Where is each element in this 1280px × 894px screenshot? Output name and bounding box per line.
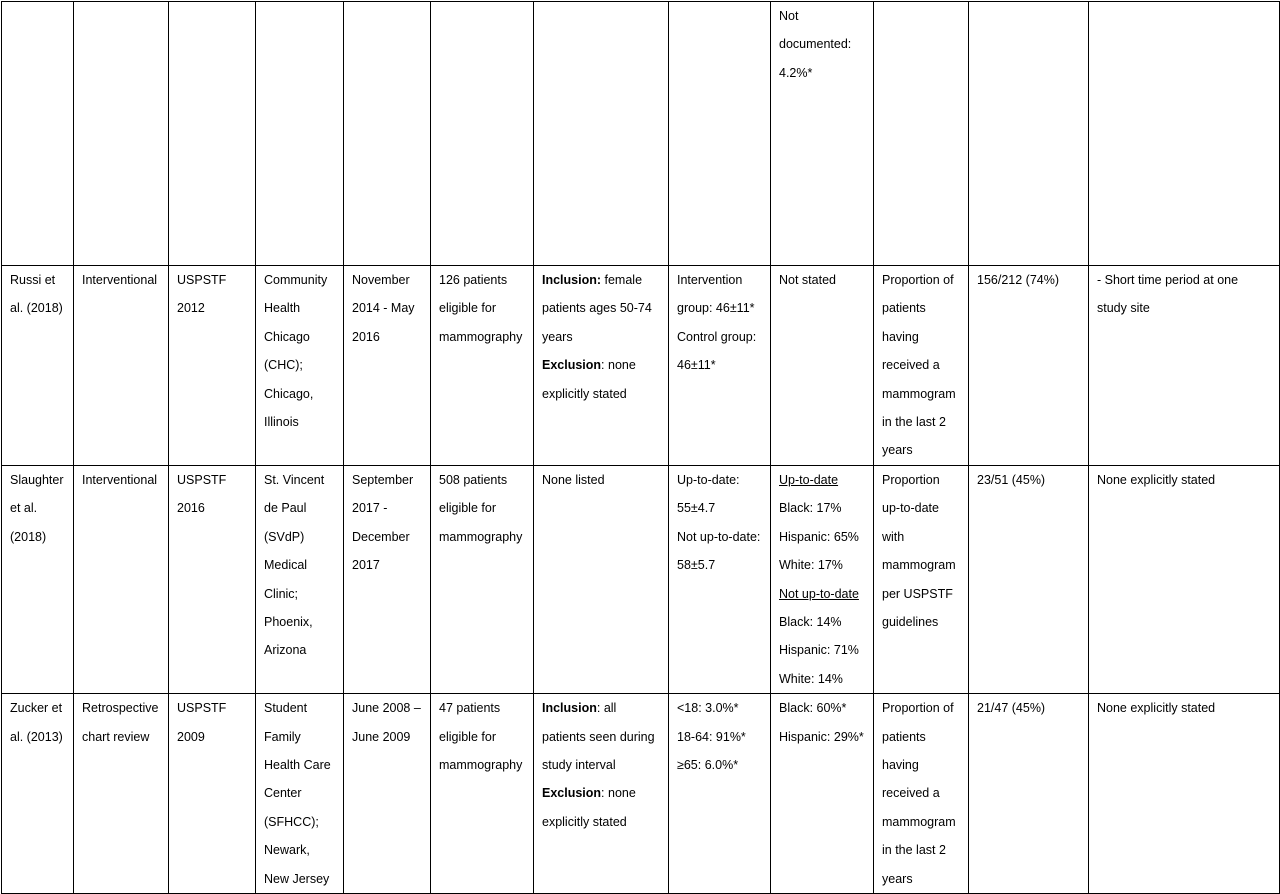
cell-line <box>779 551 865 579</box>
cell-line <box>977 466 1080 494</box>
cell-line <box>882 723 960 751</box>
cell-line <box>882 779 960 807</box>
cell-line <box>542 351 660 379</box>
result-cell <box>969 2 1089 266</box>
cell-line <box>82 466 160 494</box>
cell-line <box>177 466 247 494</box>
cell-text: 2014 - May <box>352 301 415 316</box>
cell-text: Not stated <box>779 273 836 287</box>
cell-text: St. Vincent <box>264 473 325 487</box>
cell-line <box>439 694 525 722</box>
table-row <box>2 694 1280 894</box>
guideline-cell <box>169 694 256 894</box>
cell-line <box>542 723 660 751</box>
cell-text: received a <box>882 786 940 801</box>
cell-line <box>882 351 960 379</box>
cell-text: Health Care <box>264 758 331 773</box>
cell-line <box>10 466 65 494</box>
cell-text: 2009 <box>177 729 205 744</box>
cell-text: documented: <box>779 37 852 52</box>
cell-line <box>779 608 865 636</box>
cell-line <box>10 294 65 322</box>
cell-text: years <box>882 443 913 458</box>
cell-text: chart review <box>82 729 150 744</box>
race-cell <box>771 266 874 466</box>
table-body <box>2 2 1280 894</box>
cell-line <box>882 808 960 836</box>
guideline-cell <box>169 2 256 266</box>
cell-line <box>677 694 762 722</box>
cell-text: Health <box>264 301 301 316</box>
result-cell <box>969 466 1089 694</box>
cell-line <box>177 723 247 751</box>
period-cell <box>344 694 431 894</box>
cell-text: Black: 60%* <box>779 701 847 716</box>
cell-text: None explicitly stated <box>1097 701 1216 716</box>
cell-text: 47 patients <box>439 701 501 716</box>
cell-text: 156/212 (74%) <box>977 273 1060 287</box>
cell-text: al. (2013) <box>10 729 63 744</box>
setting-cell <box>256 2 344 266</box>
criteria-cell <box>534 266 669 466</box>
cell-text: study interval <box>542 758 616 773</box>
table-row <box>2 2 1280 266</box>
cell-text: Clinic; <box>264 586 299 601</box>
cell-line <box>677 523 762 551</box>
cell-line <box>264 608 335 636</box>
underlined-label: Up-to-date <box>779 473 839 487</box>
cell-text: September <box>352 473 414 487</box>
cell-line <box>779 580 865 608</box>
cell-text: 4.2%* <box>779 65 813 80</box>
design-cell <box>74 466 169 694</box>
bold-label: Exclusion <box>542 358 602 373</box>
cell-text: Phoenix, <box>264 615 313 630</box>
cell-line <box>542 779 660 807</box>
cell-line <box>677 551 762 579</box>
cell-text: eligible for <box>439 729 496 744</box>
design-cell <box>74 266 169 466</box>
cell-text: Chicago <box>264 329 310 344</box>
cell-line <box>10 523 65 551</box>
age-cell <box>669 694 771 894</box>
cell-line <box>882 266 960 294</box>
cell-text: Hispanic: 29%* <box>779 729 864 744</box>
cell-line <box>264 466 335 494</box>
cell-text: : none <box>601 786 636 801</box>
outcome-cell <box>874 2 969 266</box>
cell-line <box>882 494 960 522</box>
cell-line <box>542 808 660 836</box>
cell-line <box>542 694 660 722</box>
period-cell <box>344 266 431 466</box>
cell-line <box>882 751 960 779</box>
cell-line <box>177 266 247 294</box>
cell-text: 126 patients <box>439 273 508 287</box>
cell-text: <18: 3.0%* <box>677 701 739 716</box>
cell-line <box>439 266 525 294</box>
age-cell <box>669 466 771 694</box>
cell-text: having <box>882 329 919 344</box>
cell-line <box>882 836 960 864</box>
cell-text: received a <box>882 358 940 373</box>
cell-line <box>882 408 960 436</box>
cell-text: USPSTF <box>177 473 227 487</box>
sample-cell <box>431 466 534 694</box>
race-cell <box>771 2 874 266</box>
cell-text: explicitly stated <box>542 386 627 401</box>
cell-line <box>542 266 660 294</box>
cell-line <box>352 266 422 294</box>
cell-line <box>352 694 422 722</box>
cell-text: Hispanic: 65% <box>779 529 859 544</box>
bold-label: Inclusion <box>542 701 597 716</box>
cell-text: Interventional <box>82 273 158 287</box>
cell-line <box>677 294 762 322</box>
cell-line <box>779 59 865 87</box>
cell-text: per USPSTF <box>882 586 953 601</box>
setting-cell <box>256 266 344 466</box>
cell-text: (SFHCC); <box>264 814 319 829</box>
cell-line <box>882 294 960 322</box>
cell-line <box>264 694 335 722</box>
bold-label: Inclusion: <box>542 273 602 287</box>
cell-text: ≥65: 6.0%* <box>677 758 739 773</box>
cell-text: mammography <box>439 758 523 773</box>
cell-line <box>977 266 1080 294</box>
cell-line <box>779 665 865 693</box>
cell-line <box>1097 466 1271 494</box>
cell-text: Chicago, <box>264 386 314 401</box>
limitations-cell <box>1089 266 1280 466</box>
cell-text: 46±11* <box>677 358 716 373</box>
cell-line <box>779 636 865 664</box>
cell-line <box>82 266 160 294</box>
cell-line <box>352 723 422 751</box>
cell-line <box>542 466 660 494</box>
cell-text: eligible for <box>439 501 496 516</box>
cell-text: mammography <box>439 529 523 544</box>
cell-text: having <box>882 758 919 773</box>
cell-text: years <box>542 329 573 344</box>
cell-line <box>264 523 335 551</box>
cell-line <box>352 523 422 551</box>
cell-line <box>677 323 762 351</box>
cell-text: Black: 17% <box>779 501 842 516</box>
period-cell <box>344 466 431 694</box>
cell-line <box>779 523 865 551</box>
cell-text: Family <box>264 729 301 744</box>
cell-text: female <box>601 273 643 287</box>
cell-text: patients seen during <box>542 729 655 744</box>
cell-line <box>82 694 160 722</box>
cell-text: in the last 2 <box>882 843 946 858</box>
criteria-cell <box>534 466 669 694</box>
cell-text: December <box>352 529 410 544</box>
cell-line <box>439 751 525 779</box>
limitations-cell <box>1089 2 1280 266</box>
cell-line <box>542 751 660 779</box>
cell-text: Slaughter <box>10 473 64 487</box>
cell-text: 2016 <box>177 501 205 516</box>
cell-text: mammogram <box>882 814 956 829</box>
cell-text: (2018) <box>10 529 47 544</box>
period-cell <box>344 2 431 266</box>
cell-text: mammography <box>439 329 523 344</box>
cell-line <box>677 494 762 522</box>
cell-text: Interventional <box>82 473 158 487</box>
cell-line <box>264 351 335 379</box>
cell-line <box>779 723 865 751</box>
cell-text: Not <box>779 9 799 23</box>
cell-text: mammogram <box>882 558 956 573</box>
cell-text: guidelines <box>882 615 939 630</box>
cell-text: 55±4.7 <box>677 501 716 516</box>
cell-line <box>352 294 422 322</box>
cell-text: 21/47 (45%) <box>977 701 1046 716</box>
cell-line <box>542 323 660 351</box>
cell-text: - Short time period at one <box>1097 273 1239 287</box>
cell-line <box>264 266 335 294</box>
cell-line <box>264 751 335 779</box>
cell-text: November <box>352 273 410 287</box>
cell-line <box>882 580 960 608</box>
cell-line <box>264 294 335 322</box>
cell-line <box>439 323 525 351</box>
cell-line <box>977 694 1080 722</box>
cell-text: Zucker et <box>10 701 63 716</box>
underlined-label: Not up-to-date <box>779 586 859 601</box>
cell-text: 58±5.7 <box>677 558 716 573</box>
cell-line <box>1097 266 1271 294</box>
cell-line <box>542 294 660 322</box>
cell-line <box>882 551 960 579</box>
cell-text: Newark, <box>264 843 310 858</box>
cell-line <box>177 294 247 322</box>
cell-text: June 2008 – <box>352 701 421 716</box>
cell-line <box>264 551 335 579</box>
cell-line <box>352 494 422 522</box>
cell-text: Control group: <box>677 329 757 344</box>
cell-text: up-to-date <box>882 501 939 516</box>
cell-text: USPSTF <box>177 273 227 287</box>
guideline-cell <box>169 466 256 694</box>
outcome-cell <box>874 466 969 694</box>
cell-text: Black: 14% <box>779 615 842 630</box>
cell-text: study site <box>1097 301 1150 316</box>
cell-text: : none <box>601 358 636 373</box>
criteria-cell <box>534 2 669 266</box>
cell-line <box>882 323 960 351</box>
race-cell <box>771 466 874 694</box>
cell-line <box>779 466 865 494</box>
cell-text: eligible for <box>439 301 496 316</box>
cell-line <box>439 466 525 494</box>
cell-line <box>352 466 422 494</box>
cell-text: Intervention <box>677 273 743 287</box>
cell-text: Not up-to-date: <box>677 529 761 544</box>
cell-line <box>264 808 335 836</box>
cell-text: de Paul <box>264 501 307 516</box>
cell-line <box>264 836 335 864</box>
result-cell <box>969 266 1089 466</box>
cell-line <box>779 30 865 58</box>
design-cell <box>74 694 169 894</box>
cell-line <box>882 380 960 408</box>
cell-text: group: 46±11* <box>677 301 755 316</box>
cell-text: al. (2018) <box>10 301 63 316</box>
study-cell <box>2 266 74 466</box>
setting-cell <box>256 694 344 894</box>
cell-line <box>177 494 247 522</box>
cell-text: Hispanic: 71% <box>779 643 859 658</box>
limitations-cell <box>1089 694 1280 894</box>
bold-label: Exclusion <box>542 786 602 801</box>
study-table <box>1 1 1280 894</box>
cell-line <box>177 694 247 722</box>
race-cell <box>771 694 874 894</box>
cell-text: patients <box>882 729 926 744</box>
cell-line <box>352 551 422 579</box>
cell-line <box>439 723 525 751</box>
cell-text: New Jersey <box>264 871 330 886</box>
cell-text: Illinois <box>264 415 299 430</box>
cell-line <box>10 494 65 522</box>
limitations-cell <box>1089 466 1280 694</box>
cell-line <box>882 865 960 893</box>
cell-text: None listed <box>542 473 605 487</box>
sample-cell <box>431 694 534 894</box>
cell-line <box>677 723 762 751</box>
table-row <box>2 466 1280 694</box>
cell-text: White: 17% <box>779 558 843 573</box>
cell-text: in the last 2 <box>882 415 946 430</box>
cell-line <box>677 751 762 779</box>
cell-line <box>882 608 960 636</box>
cell-line <box>677 351 762 379</box>
cell-line <box>882 694 960 722</box>
cell-line <box>352 323 422 351</box>
outcome-cell <box>874 694 969 894</box>
cell-text: Proportion <box>882 473 940 487</box>
cell-line <box>677 466 762 494</box>
cell-text: Russi et <box>10 273 56 287</box>
cell-line <box>882 466 960 494</box>
cell-text: mammogram <box>882 386 956 401</box>
guideline-cell <box>169 266 256 466</box>
cell-line <box>10 723 65 751</box>
cell-line <box>439 523 525 551</box>
cell-line <box>10 694 65 722</box>
cell-text: years <box>882 871 913 886</box>
cell-line <box>779 266 865 294</box>
cell-text: patients <box>882 301 926 316</box>
outcome-cell <box>874 266 969 466</box>
cell-line <box>779 494 865 522</box>
cell-line <box>264 580 335 608</box>
cell-line <box>439 294 525 322</box>
cell-text: with <box>882 529 905 544</box>
cell-text: (CHC); <box>264 358 303 373</box>
cell-text: 2017 <box>352 558 380 573</box>
cell-line <box>264 723 335 751</box>
cell-text: : all <box>596 701 617 716</box>
cell-text: (SVdP) <box>264 529 305 544</box>
cell-text: None explicitly stated <box>1097 473 1216 487</box>
age-cell <box>669 2 771 266</box>
cell-line <box>82 723 160 751</box>
cell-text: explicitly stated <box>542 814 627 829</box>
cell-text: USPSTF <box>177 701 227 716</box>
cell-text: Center <box>264 786 302 801</box>
cell-text: 18-64: 91%* <box>677 729 746 744</box>
cell-text: Student <box>264 701 308 716</box>
cell-text: et al. <box>10 501 38 516</box>
cell-line <box>779 2 865 30</box>
cell-text: Up-to-date: <box>677 473 740 487</box>
cell-line <box>264 380 335 408</box>
cell-text: Medical <box>264 558 308 573</box>
study-cell <box>2 466 74 694</box>
cell-line <box>1097 694 1271 722</box>
cell-text: 23/51 (45%) <box>977 473 1046 487</box>
cell-line <box>779 694 865 722</box>
cell-text: Community <box>264 273 328 287</box>
cell-text: June 2009 <box>352 729 411 744</box>
cell-line <box>10 266 65 294</box>
setting-cell <box>256 466 344 694</box>
cell-line <box>677 266 762 294</box>
cell-line <box>264 408 335 436</box>
cell-text: 2016 <box>352 329 380 344</box>
cell-text: Retrospective <box>82 701 159 716</box>
cell-text: Proportion of <box>882 273 954 287</box>
cell-line <box>439 494 525 522</box>
sample-cell <box>431 2 534 266</box>
cell-line <box>264 779 335 807</box>
cell-line <box>882 436 960 464</box>
study-cell <box>2 694 74 894</box>
cell-line <box>882 523 960 551</box>
result-cell <box>969 694 1089 894</box>
criteria-cell <box>534 694 669 894</box>
cell-line <box>264 636 335 664</box>
cell-text: 508 patients <box>439 473 508 487</box>
cell-line <box>264 494 335 522</box>
design-cell <box>74 2 169 266</box>
cell-line <box>264 323 335 351</box>
study-cell <box>2 2 74 266</box>
cell-line <box>1097 294 1271 322</box>
cell-text: 2012 <box>177 301 205 316</box>
cell-line <box>264 865 335 893</box>
sample-cell <box>431 266 534 466</box>
cell-text: 2017 - <box>352 501 388 516</box>
cell-line <box>542 380 660 408</box>
cell-text: Arizona <box>264 643 307 658</box>
table-row <box>2 266 1280 466</box>
cell-text: Proportion of <box>882 701 954 716</box>
cell-text: patients ages 50-74 <box>542 301 652 316</box>
age-cell <box>669 266 771 466</box>
cell-text: White: 14% <box>779 671 843 686</box>
